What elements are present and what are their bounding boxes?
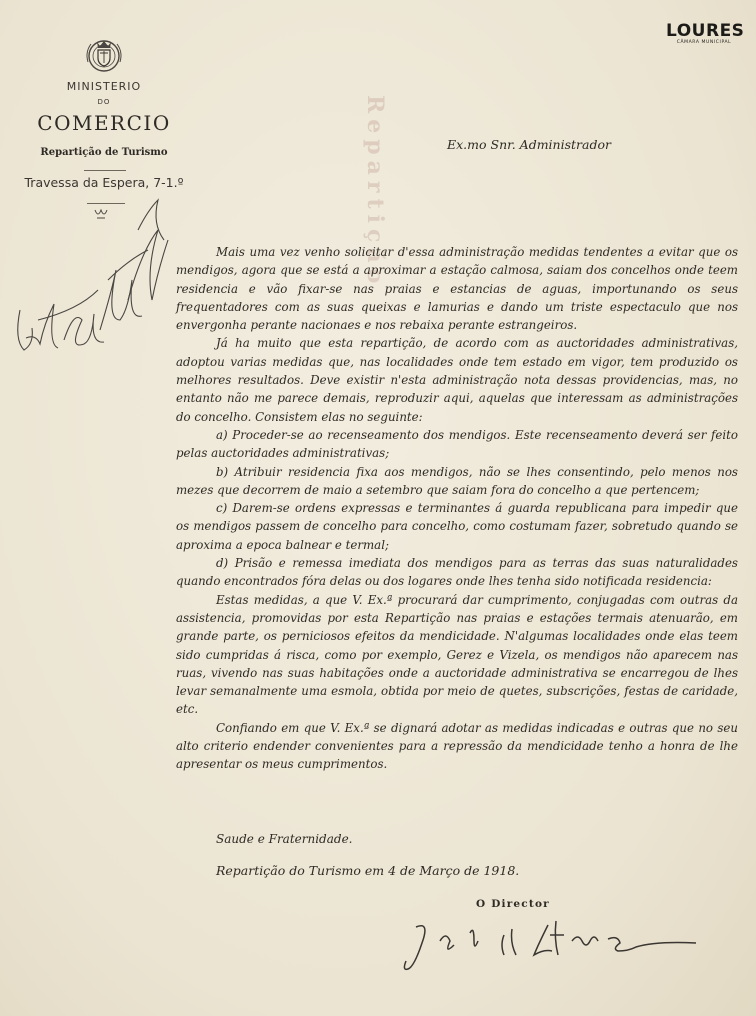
bleed-through-stamp: Repartição [362,95,388,290]
ministry-line3: COMERCIO [37,111,171,135]
dateline: Repartição do Turismo em 4 de Março de 1918. [216,863,520,878]
handwritten-annotation [8,190,188,370]
ministry-line2: DO [97,98,111,106]
coat-of-arms-icon [84,36,124,74]
logo-name: LOURES [666,21,745,41]
salutation: Ex.mo Snr. Administrador [447,137,611,152]
divider [84,170,126,171]
logo-subtitle: CÂMARA MUNICIPAL [676,40,732,45]
list-item-c: c) Darem-se ordens expressas e terminantes á guarda republicana para impedir que os mendigos passem de concelho para concelho, como costumam fazer, sobretudo quando se aproxima a epoca balnear e termal; [176,501,738,552]
ministry-line1: MINISTERIO [66,80,142,93]
closing: Saude e Fraternidade. [216,832,353,846]
list-item-d: d) Prisão e remessa imediata dos mendigos para as terras das suas naturalidades quando encontrados fóra delas ou dos logares onde lhes tenha sido notificada residencia: [176,556,738,589]
paragraph-3: Estas medidas, a que V. Ex.ª procurará dar cumprimento, conjugadas com outras da assistencia, promovidas por esta Repartição nas praias e estações termais atenuarão, em grande parte, os perniciosos efeitos da mendicidade. N'algumas localidades onde elas teem sido cumpridas á risca, como por exemplo, Gerez e Vizela, os mendigos não aparecem nas ruas, vivendo nas suas habitações onde a auctoridade administrativa se encarregou de lhes levar semanalmente uma esmola, obtida por meio de quetes, subscrições, festas de caridade, etc. [176,592,738,717]
department-name: Repartição de Turismo [40,147,168,158]
paragraph-4: Confiando em que V. Ex.ª se dignará adotar as medidas indicadas e outras que no seu alto criterio endender convenientes para a repressão da mendicidade tenho a honra de lhe apresentar os meus cumprimentos. [176,720,738,772]
list-item-b: b) Atribuir residencia fixa aos mendigos, não se lhes consentindo, pelo menos nos mezes que decorrem de maio a setembro que saiam fora do concelho a que pertencem; [176,464,738,497]
list-item-a: a) Proceder-se ao recenseamento dos mendigos. Este recenseamento deverá ser feito pelas auctoridades administrativas; [176,427,738,461]
loures-logo [666,21,745,46]
signature-title: O Director [476,898,550,910]
address: Travessa da Espera, 7-1.º [24,175,184,190]
director-signature [400,905,700,985]
letter-body [176,243,738,774]
paragraph-1: Mais uma vez venho solicitar d'essa administração medidas tendentes a evitar que os mendigos, agora que se está a aproximar a estação calmosa, saiam dos concelhos onde teem residencia e vão fixar-se nas praias e estancias de aguas, importunando os seus frequentadores com as suas queixas e lamurias e dando um triste espectaculo que nos envergonha perante nacionaes e nos rebaixa perante estrangeiros. [176,245,738,333]
paragraph-2: Já ha muito que esta repartição, de acordo com as auctoridades administrativas, adoptou varias medidas que, nas localidades onde tem estado em vigor, tem produzido os melhores resultados. Deve existir n'esta administração nota dessas providencias, mas, no entanto não me parece demais, reproduzir aqui, aquelas que interessam as administrações do concelho. Consistem elas no seguinte: [176,336,738,424]
